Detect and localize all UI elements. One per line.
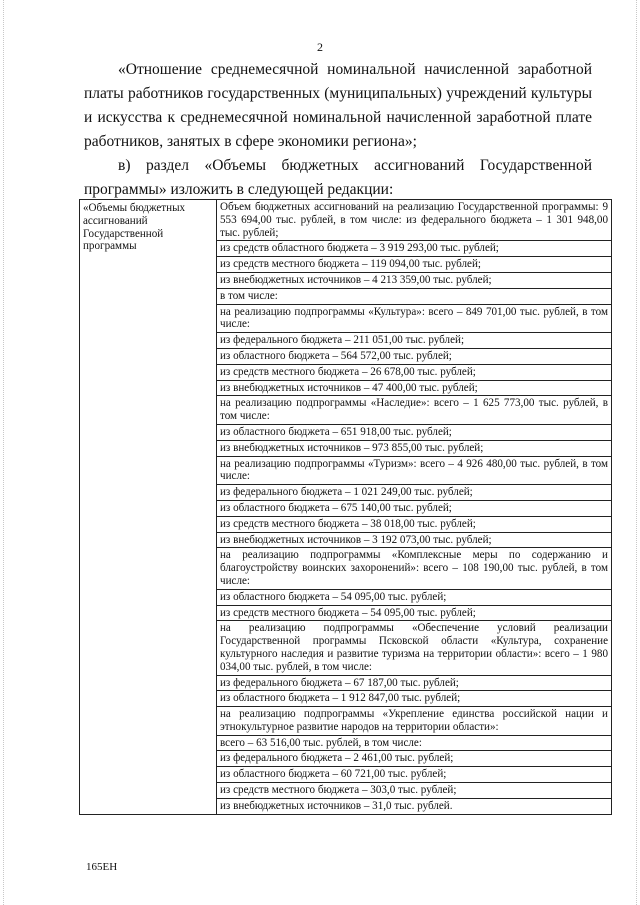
table-line: из внебюджетных источников – 4 213 359,00 тыс. рублей;: [217, 273, 611, 289]
table-left-header: «Объемы бюджетных ассигнований Государственной программы: [80, 200, 217, 815]
table-line: на реализацию подпрограммы «Комплексные меры по содержанию и благоустройству воинских захоронений»: всего – 108 190,00 тыс. рублей, в том числе:: [217, 548, 611, 589]
table-right-cell: [217, 200, 612, 815]
table-line: на реализацию подпрограммы «Обеспечение условий реализации Государственной программы Псковской области «Культура, сохранение культурного наследия и развитие туризма на территории области»: всего – 1 980 034,00 тыс. рублей, в том числе:: [217, 621, 611, 675]
intro-paragraph-a: «Отношение среднемесячной номинальной начисленной заработной платы работников государственных (муниципальных) учреждений культуры и искусства к среднемесячной номинальной начисленной заработной плате работников, занятых в сфере экономики региона»;: [84, 61, 592, 150]
table-line: на реализацию подпрограммы «Культура»: всего – 849 701,00 тыс. рублей, в том числе:: [217, 305, 611, 334]
table-line: из федерального бюджета – 1 021 249,00 тыс. рублей;: [217, 485, 611, 501]
scan-edge-left: [3, 0, 4, 905]
table-line: из областного бюджета – 1 912 847,00 тыс. рублей;: [217, 691, 611, 707]
table-line: из областного бюджета – 60 721,00 тыс. рублей;: [217, 767, 611, 783]
table-line: из средств местного бюджета – 26 678,00 тыс. рублей;: [217, 365, 611, 381]
intro-text: [84, 58, 592, 202]
intro-paragraph-b: в) раздел «Объемы бюджетных ассигнований Государственной программы» изложить в следующей редакции:: [84, 157, 592, 198]
table-line: на реализацию подпрограммы «Туризм»: всего – 4 926 480,00 тыс. рублей, в том числе:: [217, 457, 611, 486]
page-number: 2: [317, 40, 323, 54]
table-line: из областного бюджета – 54 095,00 тыс. рублей;: [217, 590, 611, 606]
table-line: из федерального бюджета – 211 051,00 тыс. рублей;: [217, 333, 611, 349]
table-row: [80, 200, 612, 815]
table-line: из средств местного бюджета – 54 095,00 тыс. рублей;: [217, 606, 611, 622]
table-line: в том числе:: [217, 289, 611, 305]
table-line: из внебюджетных источников – 31,0 тыс. рублей.: [220, 799, 453, 812]
scan-edge-right: [636, 0, 637, 905]
table-line: из областного бюджета – 651 918,00 тыс. рублей;: [217, 425, 611, 441]
table-line: из федерального бюджета – 67 187,00 тыс. рублей;: [217, 676, 611, 692]
table-line: из внебюджетных источников – 47 400,00 тыс. рублей;: [217, 381, 611, 397]
table-line: на реализацию подпрограммы «Наследие»: всего – 1 625 773,00 тыс. рублей, в том числе:: [217, 396, 611, 425]
table-line: из средств местного бюджета – 38 018,00 тыс. рублей;: [217, 517, 611, 533]
table-line: из средств областного бюджета – 3 919 293,00 тыс. рублей;: [217, 241, 611, 257]
table-line: Объем бюджетных ассигнований на реализацию Государственной программы: 9 553 694,00 тыс. рублей, в том числе: из федерального бюджета – 1 301 948,00 тыс. рублей;: [217, 200, 611, 241]
table-line: всего – 63 516,00 тыс. рублей, в том числе:: [217, 736, 611, 752]
table-line: из областного бюджета – 675 140,00 тыс. рублей;: [217, 501, 611, 517]
table-line: из областного бюджета – 564 572,00 тыс. рублей;: [217, 349, 611, 365]
table-line: на реализацию подпрограммы «Укрепление единства российской нации и этнокультурное развитие народов на территории области»:: [217, 707, 611, 736]
table-line: из средств местного бюджета – 119 094,00 тыс. рублей;: [217, 257, 611, 273]
table-line: из федерального бюджета – 2 461,00 тыс. рублей;: [217, 751, 611, 767]
table-line: из средств местного бюджета – 303,0 тыс. рублей;: [217, 783, 611, 799]
budget-lines: [217, 200, 611, 814]
table-line: из внебюджетных источников – 973 855,00 тыс. рублей;: [217, 441, 611, 457]
table-line: из внебюджетных источников – 3 192 073,00 тыс. рублей;: [217, 533, 611, 549]
budget-table: [79, 199, 612, 815]
footer-code: 165ЕН: [86, 861, 118, 873]
